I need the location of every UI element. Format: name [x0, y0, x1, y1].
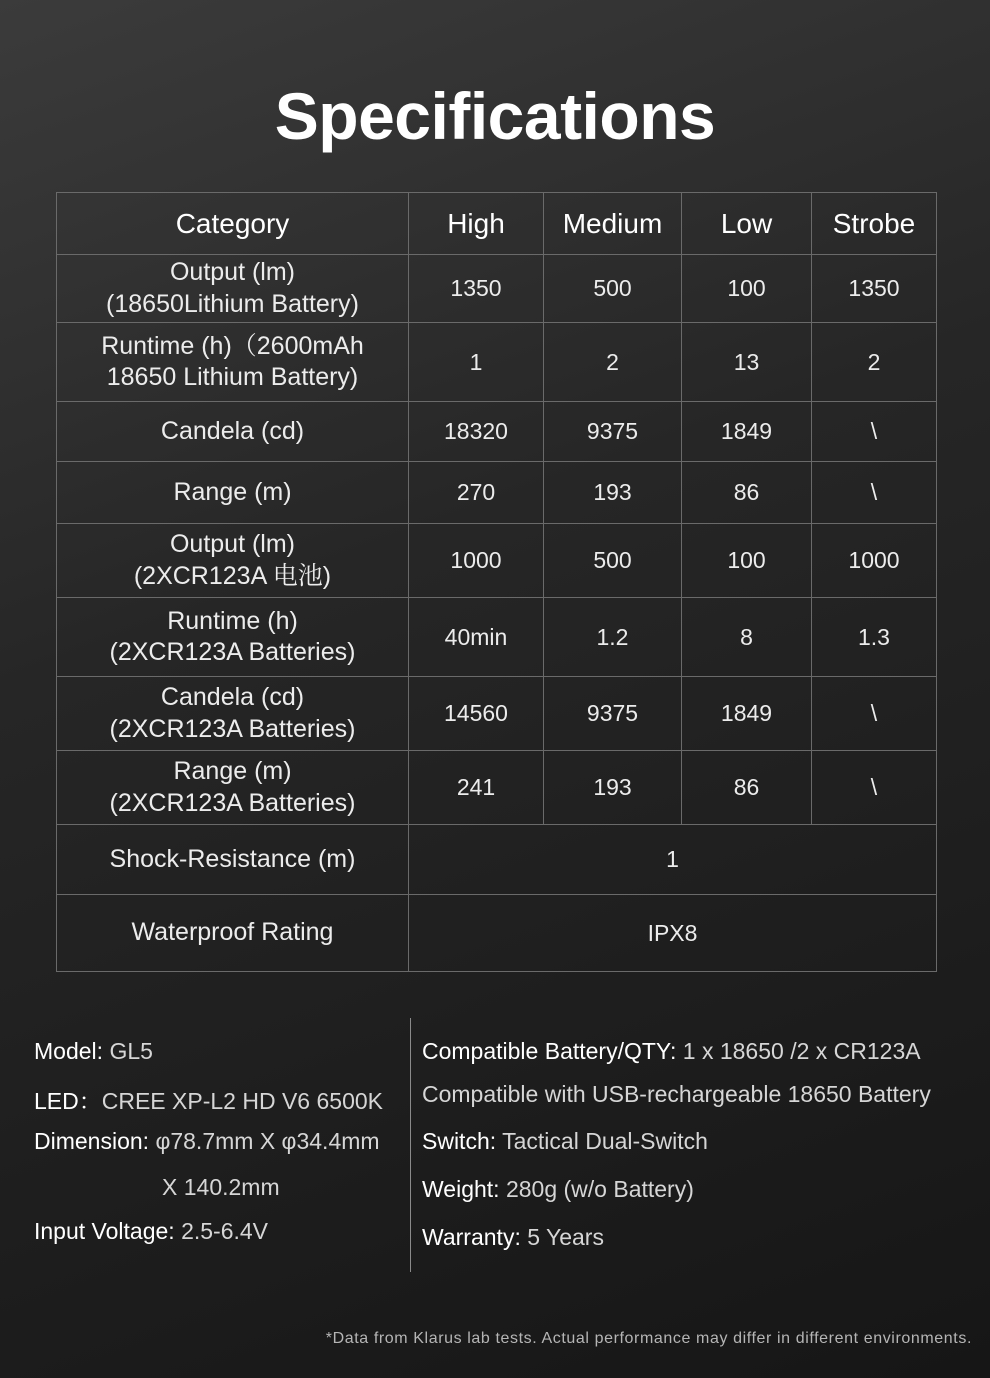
- header-category: Category: [57, 193, 409, 255]
- table-cell: 86: [682, 751, 812, 825]
- table-cell: 18320: [409, 402, 544, 462]
- battery-line: [422, 1038, 921, 1065]
- table-cell: 1350: [812, 255, 937, 323]
- category-label-line: (18650Lithium Battery): [106, 289, 359, 318]
- table-cell: 1000: [812, 524, 937, 598]
- category-label-line: Range (m): [173, 477, 292, 506]
- table-row: [57, 677, 937, 751]
- table-cell: 500: [544, 524, 682, 598]
- switch-key: Switch:: [422, 1128, 497, 1154]
- row-category-label: Waterproof Rating: [57, 895, 409, 972]
- category-label-line: (2XCR123A 电池): [133, 561, 332, 590]
- table-row: [57, 402, 937, 462]
- table-cell: 14560: [409, 677, 544, 751]
- table-cell: 2: [544, 323, 682, 402]
- category-label-line: Output (lm): [169, 530, 296, 559]
- header-low: Low: [682, 193, 812, 255]
- category-label-line: (2XCR123A Batteries): [109, 714, 356, 743]
- warranty-value: 5 Years: [527, 1224, 604, 1250]
- table-cell: 100: [682, 524, 812, 598]
- table-cell: 40min: [409, 598, 544, 677]
- table-row: [57, 895, 937, 972]
- usb-line: [422, 1081, 931, 1108]
- table-cell: \: [812, 462, 937, 524]
- battery-key: Compatible Battery/QTY:: [422, 1038, 677, 1064]
- model-line: [34, 1038, 153, 1065]
- weight-line: [422, 1176, 694, 1203]
- table-cell: 193: [544, 462, 682, 524]
- header-strobe: Strobe: [812, 193, 937, 255]
- dimension-value-2: X 140.2mm: [162, 1174, 280, 1200]
- table-cell: 500: [544, 255, 682, 323]
- model-value: GL5: [109, 1038, 153, 1064]
- warranty-line: [422, 1224, 604, 1251]
- table-row: [57, 825, 937, 895]
- voltage-key: Input Voltage:: [34, 1218, 175, 1244]
- category-label-line: Output (lm): [169, 258, 296, 287]
- table-row: [57, 751, 937, 825]
- table-cell: 13: [682, 323, 812, 402]
- table-cell: 86: [682, 462, 812, 524]
- led-key: LED：: [34, 1088, 102, 1114]
- table-row: [57, 323, 937, 402]
- page-title: Specifications: [274, 79, 716, 153]
- switch-line: [422, 1128, 708, 1155]
- table-cell: 1000: [409, 524, 544, 598]
- table-cell: 193: [544, 751, 682, 825]
- led-value: CREE XP-L2 HD V6 6500K: [101, 1088, 383, 1114]
- table-cell: 1: [409, 323, 544, 402]
- footnote: *Data from Klarus lab tests. Actual performance may differ in different environments.: [325, 1330, 972, 1347]
- row-category-label: [57, 462, 409, 524]
- weight-value: 280g (w/o Battery): [505, 1176, 694, 1202]
- voltage-line: [34, 1218, 268, 1245]
- row-category-label: [57, 751, 409, 825]
- dimension-line: [34, 1128, 380, 1155]
- table-cell: 1.2: [544, 598, 682, 677]
- usb-text: Compatible with USB-rechargeable 18650 Battery: [422, 1081, 931, 1107]
- header-medium: Medium: [544, 193, 682, 255]
- row-category-label: [57, 255, 409, 323]
- warranty-key: Warranty:: [422, 1224, 521, 1250]
- info-divider: [410, 1018, 411, 1272]
- voltage-value: 2.5-6.4V: [181, 1218, 269, 1244]
- dimension-key: Dimension:: [34, 1128, 150, 1154]
- led-line: [34, 1083, 383, 1116]
- table-row: [57, 255, 937, 323]
- row-category-label: [57, 598, 409, 677]
- category-label-line: (2XCR123A Batteries): [109, 788, 356, 817]
- weight-key: Weight:: [422, 1176, 500, 1202]
- row-category-label: [57, 402, 409, 462]
- model-key: Model:: [34, 1038, 104, 1064]
- category-label-line: Candela (cd): [160, 416, 305, 445]
- table-cell: 241: [409, 751, 544, 825]
- row-category-label: [57, 524, 409, 598]
- table-cell: \: [812, 751, 937, 825]
- category-label-line: (2XCR123A Batteries): [109, 638, 356, 666]
- table-cell: 2: [812, 323, 937, 402]
- table-cell: 8: [682, 598, 812, 677]
- category-label-line: Range (m): [173, 757, 292, 786]
- table-cell: 9375: [544, 677, 682, 751]
- battery-value: 1 x 18650 /2 x CR123A: [682, 1038, 921, 1064]
- table-cell: \: [812, 402, 937, 462]
- table-cell: 1.3: [812, 598, 937, 677]
- table-cell: 100: [682, 255, 812, 323]
- table-cell: 1849: [682, 402, 812, 462]
- row-category-label: [57, 323, 409, 402]
- row-category-label: Shock-Resistance (m): [57, 825, 409, 895]
- table-cell: 1350: [409, 255, 544, 323]
- switch-value: Tactical Dual-Switch: [502, 1128, 708, 1154]
- table-row: [57, 598, 937, 677]
- header-high: High: [409, 193, 544, 255]
- row-category-label: [57, 677, 409, 751]
- table-row: [57, 462, 937, 524]
- table-cell: \: [812, 677, 937, 751]
- table-cell: 270: [409, 462, 544, 524]
- dimension-value: φ78.7mm X φ34.4mm: [155, 1128, 380, 1154]
- table-header-row: [57, 193, 937, 255]
- category-label-line: Runtime (h): [167, 606, 298, 635]
- category-label-line: Runtime (h)（2600mAh: [101, 331, 364, 360]
- table-cell-merged: IPX8: [409, 895, 937, 972]
- category-label-line: Candela (cd): [160, 683, 305, 712]
- table-cell-merged: 1: [409, 825, 937, 895]
- spec-table: [56, 192, 937, 972]
- dimension-line-2: [162, 1174, 280, 1201]
- table-cell: 1849: [682, 677, 812, 751]
- table-cell: 9375: [544, 402, 682, 462]
- table-row: [57, 524, 937, 598]
- category-label-line: 18650 Lithium Battery): [106, 363, 359, 391]
